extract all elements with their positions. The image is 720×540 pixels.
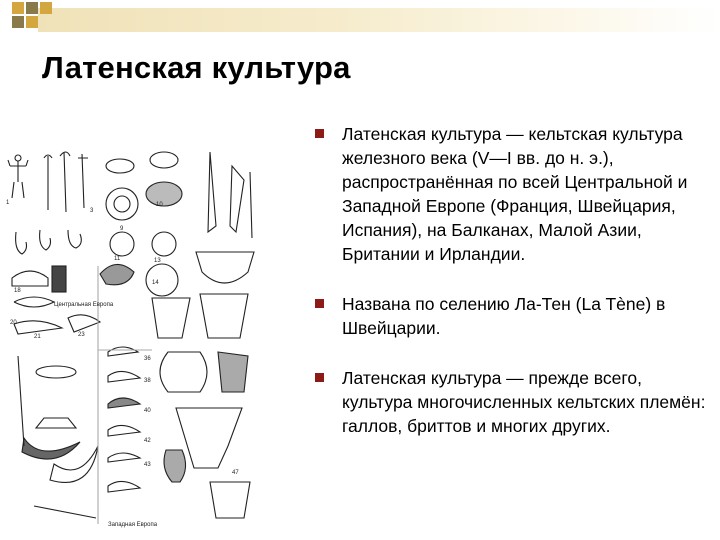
vessel-drawing (210, 482, 250, 518)
vessel-drawing (176, 408, 242, 468)
ring-drawing (106, 159, 134, 173)
figure-number-label: 38 (144, 378, 151, 384)
vessel-drawing (196, 252, 254, 283)
figure-number-label: 43 (144, 462, 151, 468)
figure-number-label: 11 (114, 256, 121, 262)
vessel-drawing (152, 298, 190, 338)
horn-drawing (22, 438, 80, 459)
deco-square (26, 16, 38, 28)
figure-number-label: 47 (232, 470, 239, 476)
figurine-drawing (8, 155, 28, 198)
hook-drawing (16, 232, 27, 254)
bullet-item (314, 366, 710, 438)
pin-drawing (44, 155, 52, 210)
figure-number-label: 18 (14, 288, 21, 294)
rosette-drawing (106, 188, 138, 220)
bracelet-drawing (152, 232, 176, 256)
figure-number-label: 36 (144, 356, 151, 362)
deco-square (26, 2, 38, 14)
brooch-drawing (108, 371, 140, 382)
deco-square (12, 2, 24, 14)
shield-drawing (36, 366, 76, 378)
hook-drawing (68, 230, 81, 248)
figure-number-label: 42 (144, 438, 151, 444)
figure-number-label: 14 (152, 280, 159, 286)
figure-number-label: 3 (90, 208, 94, 214)
bracelet-drawing (146, 264, 178, 296)
artifact-illustration (4, 146, 258, 528)
brooch-drawing (108, 425, 140, 436)
shield-drawing (36, 418, 76, 428)
deco-square (40, 2, 52, 14)
fibula-drawing (14, 321, 62, 334)
bullet-list (314, 122, 710, 464)
figure-number-label: 40 (144, 408, 151, 414)
pin-drawing (78, 154, 88, 208)
bullet-item (314, 122, 710, 266)
slide-title: Латенская культура (42, 50, 351, 85)
square-bullet-icon (315, 299, 324, 308)
figure-number-label: 9 (120, 226, 124, 232)
fibula-drawing (68, 315, 100, 332)
square-bullet-icon (315, 373, 324, 382)
sword-drawing (18, 356, 24, 446)
bullet-text: Латенская культура — прежде всего, культура многочисленных кельтских племён: галлов, бриттов и многих других. (342, 368, 706, 436)
square-bullet-icon (315, 129, 324, 138)
brooch-drawing (108, 347, 138, 356)
header-decoration (0, 0, 720, 40)
sword-drawing (208, 152, 216, 232)
rosette-drawing (114, 196, 130, 212)
bullet-text: Латенская культура — кельтская культура железного века (V—I вв. до н. э.), распространённая по всей Центральной и Западной Европе (Франция, Швейцария, Испания), на Балканах, Малой Азии, Британии и Ирландии. (342, 124, 688, 264)
figure-number-label: 23 (78, 332, 85, 338)
deco-square (12, 16, 24, 28)
hook-drawing (40, 230, 51, 250)
figure-caption: Центральная Европа (54, 302, 114, 308)
fibula-drawing (14, 297, 54, 307)
sword-drawing (230, 166, 244, 232)
figure-number-label: 21 (34, 334, 41, 340)
figure-caption: Западная Европа (108, 522, 158, 528)
bullet-text: Названа по селению Ла-Тен (La Tène) в Швейцарии. (342, 294, 666, 338)
figure-number-label: 10 (156, 202, 163, 208)
brooch-drawing (108, 398, 140, 408)
vessel-drawing (160, 352, 207, 392)
bullet-item (314, 292, 710, 340)
vessel-drawing (164, 450, 186, 482)
sword-drawing (34, 506, 96, 518)
bracelet-drawing (146, 182, 182, 206)
figure-number-label: 20 (10, 320, 17, 326)
torc-drawing (100, 264, 134, 284)
sword-drawing (250, 172, 252, 238)
figure-number-label: 1 (6, 200, 10, 206)
pin-drawing (60, 152, 70, 212)
bracelet-drawing (110, 232, 134, 256)
vessel-drawing (218, 352, 248, 392)
fibula-drawing (52, 266, 66, 292)
figure-number-label: 13 (154, 258, 161, 264)
vessel-drawing (200, 294, 248, 338)
ring-drawing (150, 152, 178, 168)
header-stripe (38, 8, 720, 32)
fibula-drawing (12, 271, 48, 286)
brooch-drawing (108, 481, 140, 492)
brooch-drawing (108, 453, 140, 462)
